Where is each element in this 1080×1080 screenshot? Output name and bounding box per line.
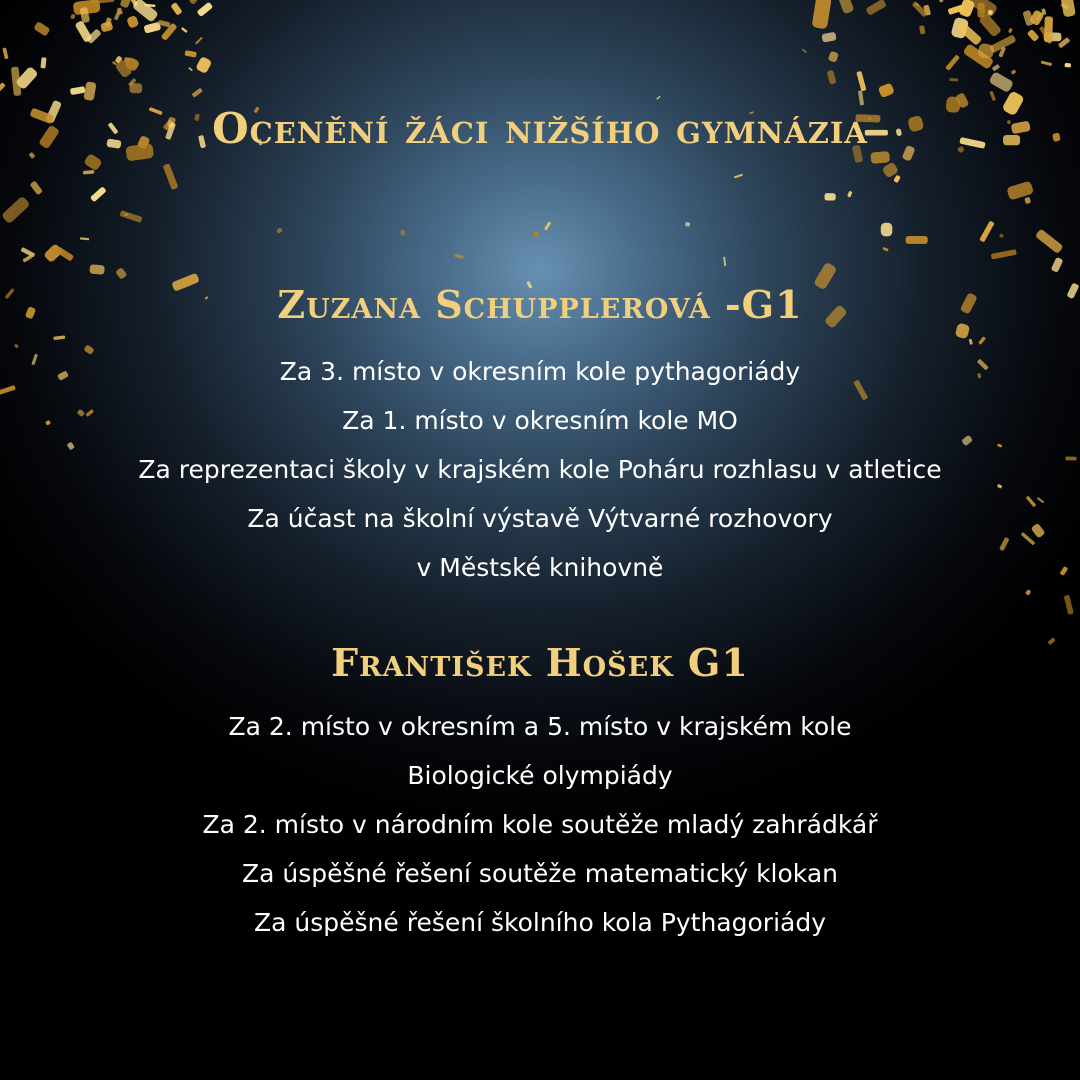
confetti-piece xyxy=(945,54,960,70)
confetti-piece xyxy=(11,66,22,96)
confetti-piece xyxy=(1035,229,1064,254)
confetti-piece xyxy=(685,222,690,227)
award-line: Za účast na školní výstavě Výtvarné rozhovory xyxy=(247,504,833,533)
confetti-piece xyxy=(89,264,105,274)
confetti-piece xyxy=(192,88,203,98)
confetti-piece xyxy=(22,255,32,263)
confetti-piece xyxy=(83,170,95,174)
confetti-piece xyxy=(812,0,832,29)
confetti-piece xyxy=(1011,69,1017,74)
confetti-piece xyxy=(978,336,986,345)
award-line: Za 1. místo v okresním kole MO xyxy=(342,406,738,435)
confetti-piece xyxy=(991,249,1017,259)
confetti-piece xyxy=(1064,595,1074,615)
award-line: Biologické olympiády xyxy=(407,761,673,790)
award-line: Za reprezentaci školy v krajském kole Poháru rozhlasu v atletice xyxy=(138,455,942,484)
confetti-piece xyxy=(534,232,539,237)
confetti-piece xyxy=(1059,0,1076,17)
award-line: v Městské knihovně xyxy=(416,553,664,582)
confetti-piece xyxy=(90,186,107,202)
confetti-piece xyxy=(856,71,866,92)
confetti-piece xyxy=(1044,16,1053,42)
award-line: Za 3. místo v okresním kole pythagoriády xyxy=(279,357,801,386)
confetti-piece xyxy=(828,51,839,63)
confetti-piece xyxy=(126,15,139,29)
confetti-piece xyxy=(977,3,984,18)
confetti-piece xyxy=(276,227,283,234)
confetti-piece xyxy=(734,174,743,179)
confetti-piece xyxy=(83,153,102,171)
confetti-piece xyxy=(865,0,887,16)
confetti-piece xyxy=(20,247,35,258)
student-awards-list xyxy=(0,347,1080,592)
confetti-piece xyxy=(802,49,807,53)
confetti-piece xyxy=(882,247,888,252)
confetti-piece xyxy=(163,163,179,190)
student-name: František Hošek G1 xyxy=(331,640,749,685)
confetti-piece xyxy=(70,14,76,20)
award-line: Za 2. místo v okresním a 5. místo v krajském kole xyxy=(228,712,852,741)
confetti-piece xyxy=(1065,63,1071,68)
confetti-piece xyxy=(181,27,188,33)
confetti-piece xyxy=(1041,61,1052,66)
confetti-piece xyxy=(195,37,203,45)
confetti-piece xyxy=(80,237,89,240)
confetti-piece xyxy=(454,253,464,259)
student-name: Zuzana Schupplerová -G1 xyxy=(277,282,803,327)
confetti-piece xyxy=(881,223,893,237)
confetti-piece xyxy=(195,56,212,74)
confetti-piece xyxy=(544,221,551,230)
confetti-piece xyxy=(1024,197,1031,204)
confetti-piece xyxy=(989,91,996,102)
confetti-piece xyxy=(40,57,46,68)
confetti-piece xyxy=(189,0,199,5)
confetti-piece xyxy=(893,175,901,183)
confetti-piece xyxy=(827,70,837,85)
award-line: Za úspěšné řešení školního kola Pythagoriády xyxy=(254,908,826,937)
confetti-piece xyxy=(723,257,726,267)
page-title: Ocenění žáci nižšího gymnázia xyxy=(212,104,868,153)
confetti-piece xyxy=(197,2,214,17)
confetti-piece xyxy=(824,193,835,200)
confetti-piece xyxy=(1006,181,1034,201)
confetti-piece xyxy=(656,96,661,100)
confetti-piece xyxy=(999,233,1004,238)
confetti-piece xyxy=(2,47,8,59)
confetti-piece xyxy=(969,339,973,345)
student-awards-list xyxy=(0,702,1080,947)
confetti-piece xyxy=(838,0,855,14)
confetti-piece xyxy=(119,210,142,223)
confetti-piece xyxy=(53,335,65,340)
confetti-piece xyxy=(1051,257,1064,273)
confetti-piece xyxy=(1,196,31,225)
confetti-piece xyxy=(400,230,405,236)
confetti-piece xyxy=(70,86,86,95)
confetti-piece xyxy=(1008,28,1013,33)
confetti-piece xyxy=(115,267,127,280)
confetti-piece xyxy=(949,78,958,82)
confetti-piece xyxy=(821,32,836,43)
confetti-piece xyxy=(847,191,852,198)
confetti-piece xyxy=(906,236,928,244)
confetti-piece xyxy=(988,71,1014,93)
confetti-piece xyxy=(83,81,96,101)
confetti-piece xyxy=(938,0,943,3)
confetti-piece xyxy=(878,82,895,98)
confetti-piece xyxy=(979,221,994,243)
confetti-piece xyxy=(33,21,50,37)
confetti-piece xyxy=(919,25,925,34)
award-line: Za 2. místo v národním kole soutěže mladý zahrádkář xyxy=(202,810,878,839)
confetti-piece xyxy=(120,0,132,8)
confetti-piece xyxy=(1027,29,1040,42)
confetti-piece xyxy=(30,180,43,195)
confetti-piece xyxy=(188,67,193,71)
confetti-piece xyxy=(185,50,197,57)
award-line: Za úspěšné řešení soutěže matematický klokan xyxy=(241,859,839,888)
confetti-piece xyxy=(992,64,1000,71)
confetti-piece xyxy=(170,2,182,16)
confetti-piece xyxy=(0,82,6,94)
